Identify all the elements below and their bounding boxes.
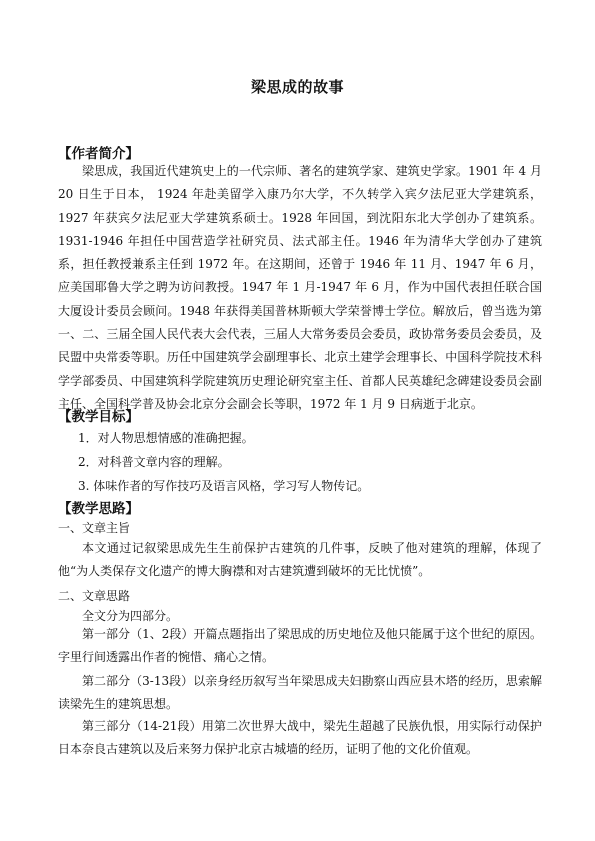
- subheading-structure: 二、文章思路: [58, 589, 131, 603]
- page-title: 梁思成的故事: [250, 78, 344, 96]
- section-heading-thinking: 【教学思路】: [58, 501, 139, 517]
- structure-part-1: 第一部分（1、2段）开篇点题指出了梁思成的历史地位及他只能属于这个世纪的原因。字里行间透露出作者的惋惜、痛心之情。: [58, 627, 542, 665]
- goal-item-2: 2．对科普文章内容的理解。: [78, 455, 230, 469]
- structure-part-2: 第二部分（3-13段）以亲身经历叙写当年梁思成夫妇勘察山西应县木塔的经历，思索解读梁先生的建筑思想。: [58, 674, 542, 712]
- structure-intro: 全文分为四部分。: [82, 609, 179, 623]
- goal-item-1: 1．对人物思想情感的准确把握。: [78, 431, 254, 445]
- theme-paragraph: 本文通过记叙梁思成先生生前保护古建筑的几件事，反映了他对建筑的理解，体现了他“为人类保存文化遗产的博大胸襟和对古建筑遭到破坏的无比忧愤”。: [58, 541, 542, 579]
- section-heading-goals: 【教学目标】: [58, 409, 139, 425]
- section-heading-author: 【作者简介】: [58, 146, 139, 162]
- structure-part-3: 第三部分（14-21段）用第二次世界大战中，梁先生超越了民族仇恨，用实际行动保护日本奈良古建筑以及后来努力保护北京古城墙的经历，证明了他的文化价值观。: [58, 719, 542, 757]
- author-bio-paragraph: 梁思成，我国近代建筑史上的一代宗师、著名的建筑学家、建筑史学家。1901 年 4 月 20 日生于日本， 1924 年赴美留学入康乃尔大学，不久转学入宾夕法尼亚大学建筑系， 1927 年获宾夕法尼亚大学建筑系硕士。1928 年回国，到沈阳东北大学创办了建筑系。1931-1946 年担任中国营造学社研究员、法式部主任。1946 年为清华大学创办了建筑系，担任教授兼系主任到 1972 年。在这期间，还曾于 1946 年 11 月、1947 年 6 月，应美国耶鲁大学之聘为访问教授。1947 年 1 月-1947 年 6 月，作为中国代表担任联合国大厦设计委员会顾问。1948 年获得美国普林斯顿大学荣誉博士学位。解放后，曾当选为第一、二、三届全国人民代表大会代表，三届人大常务委员会委员，政协常务委员会委员，及民盟中央常委等职。历任中国建筑学会副理事长、北京土建学会理事长、中国科学院技术科学学部委员、中国建筑科学院建筑历史理论研究室主任、首都人民英雄纪念碑建设委员会副主任、全国科学普及协会北京分会副会长等职，1972 年 1 月 9 日病逝于北京。: [58, 164, 542, 411]
- subheading-theme: 一、文章主旨: [58, 521, 131, 535]
- goal-item-3: 3. 体味作者的写作技巧及语言风格，学习写人物传记。: [78, 479, 370, 493]
